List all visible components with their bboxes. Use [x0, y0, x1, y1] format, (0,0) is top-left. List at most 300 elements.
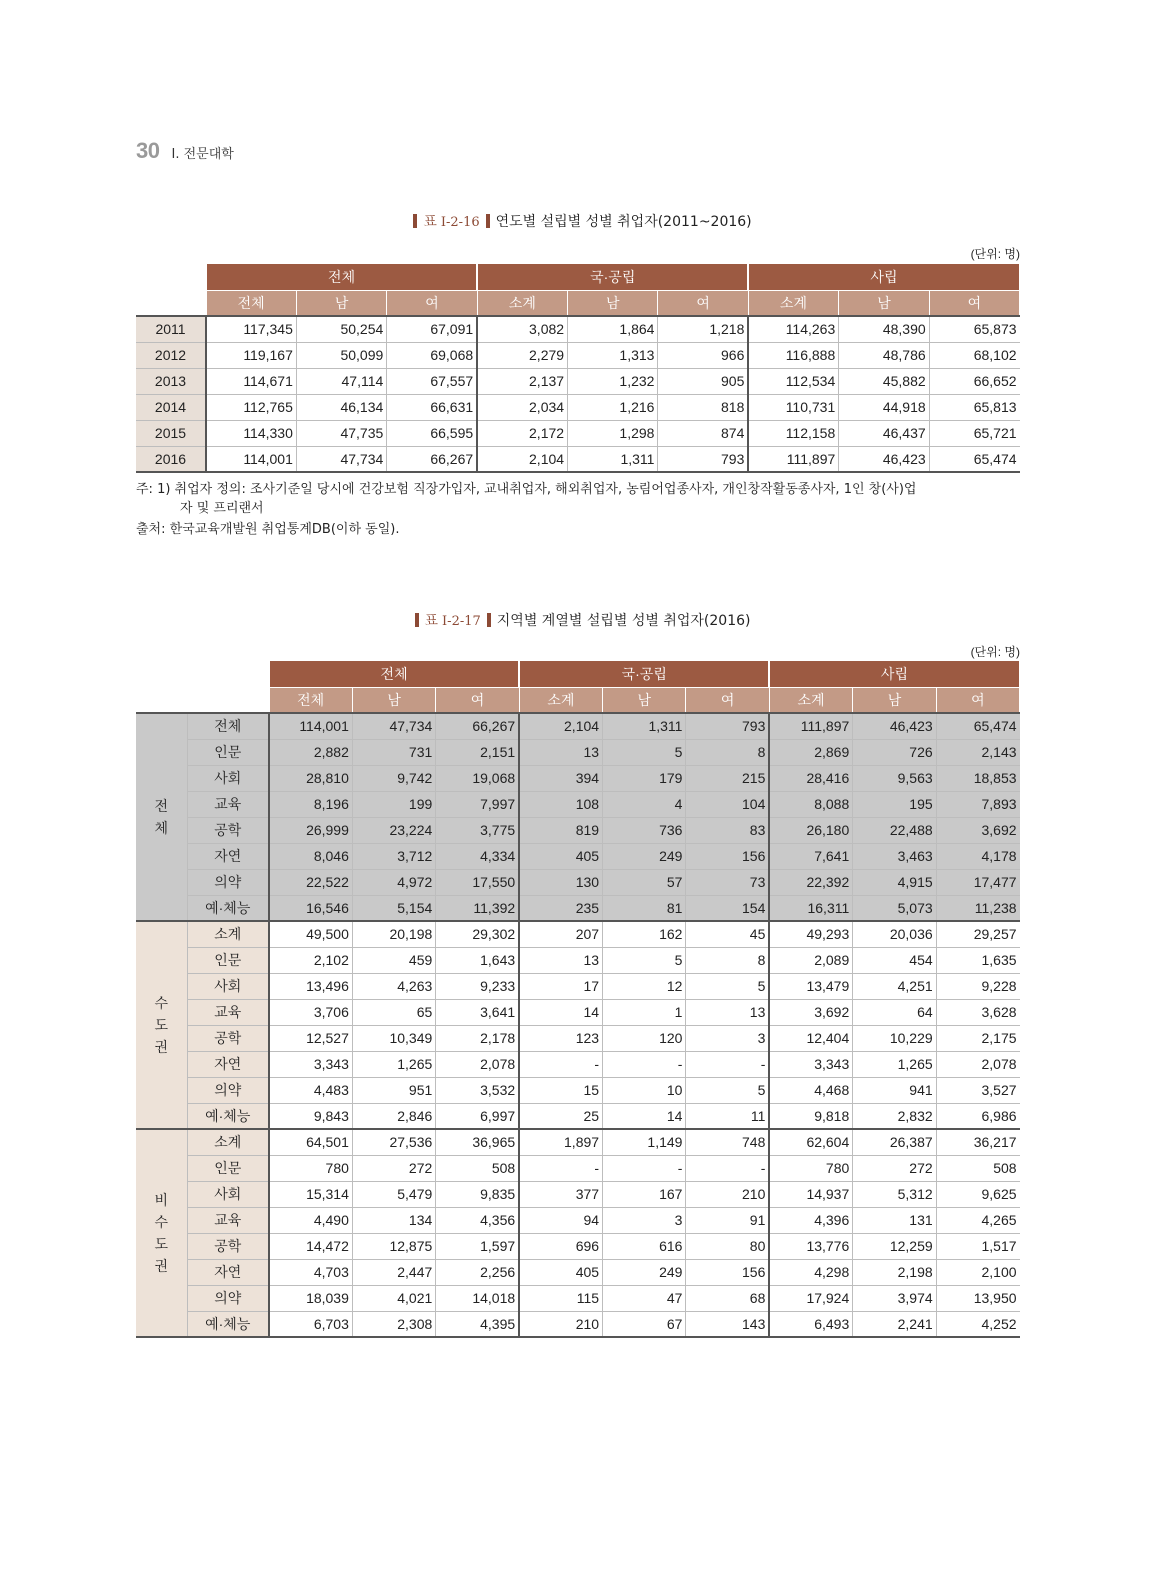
value-cell: 2,175 [936, 1025, 1019, 1051]
value-cell: 3,343 [769, 1051, 852, 1077]
value-cell: 459 [352, 947, 435, 973]
value-cell: 117,345 [206, 316, 296, 342]
value-cell: 20,036 [853, 921, 936, 947]
group-header: 사립 [748, 264, 1019, 290]
table-row [136, 1311, 1020, 1337]
table-row [136, 739, 1020, 765]
value-cell: 2,102 [269, 947, 352, 973]
value-cell: 22,488 [853, 817, 936, 843]
table-row [136, 368, 1020, 394]
value-cell: 12,875 [352, 1233, 435, 1259]
value-cell: - [686, 1051, 769, 1077]
value-cell: 2,104 [519, 713, 602, 739]
value-cell: 210 [686, 1181, 769, 1207]
value-cell: 2,447 [352, 1259, 435, 1285]
value-cell: 4,334 [436, 843, 519, 869]
column-header: 여 [387, 290, 477, 316]
value-cell: 13,496 [269, 973, 352, 999]
table-row [136, 921, 1020, 947]
value-cell: 14,472 [269, 1233, 352, 1259]
column-header: 남 [853, 687, 936, 713]
table-row [136, 316, 1020, 342]
field-label: 예·체능 [187, 1311, 269, 1337]
value-cell: 3,692 [936, 817, 1019, 843]
value-cell: 156 [686, 1259, 769, 1285]
corner-cell [136, 264, 206, 290]
value-cell: 67,091 [387, 316, 477, 342]
value-cell: 23,224 [352, 817, 435, 843]
field-label: 교육 [187, 791, 269, 817]
table-row [136, 765, 1020, 791]
value-cell: 2,137 [477, 368, 567, 394]
value-cell: 4,483 [269, 1077, 352, 1103]
value-cell: 45,882 [839, 368, 929, 394]
value-cell: 45 [686, 921, 769, 947]
corner-cell [136, 661, 269, 687]
region-label-text: 전체 [154, 798, 169, 836]
value-cell: 3,527 [936, 1077, 1019, 1103]
value-cell: 9,742 [352, 765, 435, 791]
table1-unit: (단위: 명) [970, 247, 1020, 261]
value-cell: 6,493 [769, 1311, 852, 1337]
value-cell: 27,536 [352, 1129, 435, 1155]
value-cell: 394 [519, 765, 602, 791]
field-label: 자연 [187, 1259, 269, 1285]
value-cell: 66,631 [387, 394, 477, 420]
value-cell: 1,311 [603, 713, 686, 739]
value-cell: 111,897 [769, 713, 852, 739]
value-cell: 249 [603, 843, 686, 869]
value-cell: 14 [519, 999, 602, 1025]
title-bar-icon [415, 613, 419, 627]
value-cell: 4,021 [352, 1285, 435, 1311]
value-cell: 17,550 [436, 869, 519, 895]
value-cell: 65,474 [936, 713, 1019, 739]
value-cell: 19,068 [436, 765, 519, 791]
value-cell: 1,897 [519, 1129, 602, 1155]
value-cell: 4,395 [436, 1311, 519, 1337]
value-cell: 2,832 [853, 1103, 936, 1129]
field-label: 교육 [187, 1207, 269, 1233]
field-label: 공학 [187, 1025, 269, 1051]
column-header: 소계 [477, 290, 567, 316]
value-cell: 114,263 [748, 316, 838, 342]
year-label: 2014 [136, 394, 206, 420]
table-row [136, 1103, 1020, 1129]
value-cell: 3,974 [853, 1285, 936, 1311]
value-cell: 65 [352, 999, 435, 1025]
table1-title-text: 연도별 설립별 성별 취업자(2011~2016) [495, 214, 752, 230]
value-cell: 114,001 [269, 713, 352, 739]
value-cell: 47,734 [352, 713, 435, 739]
column-header: 여 [436, 687, 519, 713]
value-cell: 3 [603, 1207, 686, 1233]
value-cell: 80 [686, 1233, 769, 1259]
table-row [136, 1207, 1020, 1233]
group-header: 전체 [269, 661, 519, 687]
value-cell: 1,149 [603, 1129, 686, 1155]
table-row [136, 1233, 1020, 1259]
value-cell: 10,229 [853, 1025, 936, 1051]
value-cell: 49,500 [269, 921, 352, 947]
value-cell: 67,557 [387, 368, 477, 394]
value-cell: 115 [519, 1285, 602, 1311]
value-cell: 143 [686, 1311, 769, 1337]
value-cell: 3,463 [853, 843, 936, 869]
value-cell: 377 [519, 1181, 602, 1207]
value-cell: 12,527 [269, 1025, 352, 1051]
value-cell: 20,198 [352, 921, 435, 947]
value-cell: 780 [269, 1155, 352, 1181]
value-cell: 2,104 [477, 446, 567, 472]
value-cell: 2,089 [769, 947, 852, 973]
value-cell: 1,643 [436, 947, 519, 973]
value-cell: 47 [603, 1285, 686, 1311]
table-row [136, 1155, 1020, 1181]
value-cell: 81 [603, 895, 686, 921]
value-cell: 28,810 [269, 765, 352, 791]
value-cell: 13 [519, 739, 602, 765]
field-label: 사회 [187, 1181, 269, 1207]
value-cell: 6,997 [436, 1103, 519, 1129]
value-cell: 110,731 [748, 394, 838, 420]
value-cell: 2,241 [853, 1311, 936, 1337]
value-cell: 13 [519, 947, 602, 973]
value-cell: 4,263 [352, 973, 435, 999]
value-cell: 47,735 [296, 420, 386, 446]
table-row [136, 817, 1020, 843]
value-cell: 4,298 [769, 1259, 852, 1285]
field-label: 의약 [187, 1077, 269, 1103]
column-header: 전체 [269, 687, 352, 713]
title-bar-icon [487, 613, 491, 627]
table1 [136, 264, 1021, 473]
value-cell: 154 [686, 895, 769, 921]
table-row [136, 713, 1020, 739]
column-header: 남 [296, 290, 386, 316]
value-cell: 8 [686, 947, 769, 973]
value-cell: 4,178 [936, 843, 1019, 869]
value-cell: 47,734 [296, 446, 386, 472]
value-cell: 16,546 [269, 895, 352, 921]
value-cell: 17,924 [769, 1285, 852, 1311]
value-cell: 65,474 [929, 446, 1019, 472]
value-cell: 2,198 [853, 1259, 936, 1285]
year-label: 2013 [136, 368, 206, 394]
group-header: 사립 [769, 661, 1019, 687]
field-label: 전체 [187, 713, 269, 739]
value-cell: 2,078 [936, 1051, 1019, 1077]
corner-cell [136, 290, 206, 316]
value-cell: 83 [686, 817, 769, 843]
value-cell: 1,298 [568, 420, 658, 446]
value-cell: 1,313 [568, 342, 658, 368]
table2-kind: 표 [424, 613, 439, 629]
value-cell: 2,846 [352, 1103, 435, 1129]
value-cell: 3,082 [477, 316, 567, 342]
value-cell: 272 [352, 1155, 435, 1181]
table-row [136, 420, 1020, 446]
field-label: 소계 [187, 1129, 269, 1155]
value-cell: 1,265 [352, 1051, 435, 1077]
value-cell: 130 [519, 869, 602, 895]
title-bar-icon [486, 214, 490, 228]
value-cell: 780 [769, 1155, 852, 1181]
table-row [136, 342, 1020, 368]
value-cell: 26,387 [853, 1129, 936, 1155]
value-cell: 12,259 [853, 1233, 936, 1259]
field-label: 사회 [187, 973, 269, 999]
field-label: 예·체능 [187, 1103, 269, 1129]
value-cell: 11,392 [436, 895, 519, 921]
value-cell: 123 [519, 1025, 602, 1051]
field-label: 사회 [187, 765, 269, 791]
field-label: 의약 [187, 869, 269, 895]
value-cell: 46,423 [839, 446, 929, 472]
value-cell: 7,997 [436, 791, 519, 817]
value-cell: 111,897 [748, 446, 838, 472]
group-header: 국·공립 [477, 264, 748, 290]
value-cell: 1,311 [568, 446, 658, 472]
value-cell: 9,625 [936, 1181, 1019, 1207]
value-cell: 9,233 [436, 973, 519, 999]
value-cell: 17 [519, 973, 602, 999]
value-cell: 46,423 [853, 713, 936, 739]
value-cell: 3,628 [936, 999, 1019, 1025]
value-cell: 2,172 [477, 420, 567, 446]
value-cell: 2,882 [269, 739, 352, 765]
value-cell: 36,217 [936, 1129, 1019, 1155]
value-cell: 195 [853, 791, 936, 817]
value-cell: 1,265 [853, 1051, 936, 1077]
value-cell: 167 [603, 1181, 686, 1207]
value-cell: 15 [519, 1077, 602, 1103]
value-cell: 11,238 [936, 895, 1019, 921]
value-cell: 696 [519, 1233, 602, 1259]
corner-cell [136, 687, 269, 713]
value-cell: 4,915 [853, 869, 936, 895]
value-cell: 8,088 [769, 791, 852, 817]
value-cell: 4,703 [269, 1259, 352, 1285]
value-cell: 3,532 [436, 1077, 519, 1103]
value-cell: 9,563 [853, 765, 936, 791]
value-cell: 235 [519, 895, 602, 921]
value-cell: 2,178 [436, 1025, 519, 1051]
value-cell: 4,972 [352, 869, 435, 895]
table2-title-text: 지역별 계열별 설립별 성별 취업자(2016) [496, 613, 751, 629]
value-cell: 120 [603, 1025, 686, 1051]
value-cell: 1,635 [936, 947, 1019, 973]
value-cell: 7,641 [769, 843, 852, 869]
value-cell: 15,314 [269, 1181, 352, 1207]
value-cell: 818 [658, 394, 748, 420]
value-cell: 941 [853, 1077, 936, 1103]
value-cell: 736 [603, 817, 686, 843]
table1-kind: 표 [423, 214, 437, 230]
column-header: 전체 [206, 290, 296, 316]
value-cell: 215 [686, 765, 769, 791]
value-cell: 22,522 [269, 869, 352, 895]
value-cell: 112,765 [206, 394, 296, 420]
value-cell: 4,265 [936, 1207, 1019, 1233]
value-cell: 405 [519, 1259, 602, 1285]
value-cell: 134 [352, 1207, 435, 1233]
table-row [136, 973, 1020, 999]
value-cell: 8 [686, 739, 769, 765]
value-cell: 49,293 [769, 921, 852, 947]
value-cell: 4,251 [853, 973, 936, 999]
value-cell: 3,692 [769, 999, 852, 1025]
value-cell: 951 [352, 1077, 435, 1103]
value-cell: 26,999 [269, 817, 352, 843]
group-header: 국·공립 [519, 661, 769, 687]
value-cell: 68,102 [929, 342, 1019, 368]
value-cell: 508 [936, 1155, 1019, 1181]
value-cell: 1,232 [568, 368, 658, 394]
value-cell: 9,228 [936, 973, 1019, 999]
column-header: 소계 [519, 687, 602, 713]
field-label: 인문 [187, 1155, 269, 1181]
value-cell: 10 [603, 1077, 686, 1103]
value-cell: 819 [519, 817, 602, 843]
table-row [136, 446, 1020, 472]
value-cell: 5 [603, 739, 686, 765]
value-cell: 726 [853, 739, 936, 765]
column-header: 남 [568, 290, 658, 316]
table-row [136, 1025, 1020, 1051]
value-cell: 793 [686, 713, 769, 739]
value-cell: 66,652 [929, 368, 1019, 394]
value-cell: 114,001 [206, 446, 296, 472]
value-cell: 47,114 [296, 368, 386, 394]
value-cell: 50,099 [296, 342, 386, 368]
value-cell: 14,937 [769, 1181, 852, 1207]
value-cell: 13,479 [769, 973, 852, 999]
value-cell: 65,721 [929, 420, 1019, 446]
value-cell: 4,468 [769, 1077, 852, 1103]
value-cell: 2,256 [436, 1259, 519, 1285]
value-cell: 3,712 [352, 843, 435, 869]
value-cell: 5 [686, 973, 769, 999]
value-cell: 50,254 [296, 316, 386, 342]
value-cell: 3 [686, 1025, 769, 1051]
table1-note-cont: 자 및 프리랜서 [180, 501, 264, 516]
page-number: 30 [136, 138, 160, 163]
value-cell: 4,490 [269, 1207, 352, 1233]
column-header: 남 [352, 687, 435, 713]
value-cell: 17,477 [936, 869, 1019, 895]
value-cell: 616 [603, 1233, 686, 1259]
value-cell: 4,396 [769, 1207, 852, 1233]
value-cell: 179 [603, 765, 686, 791]
value-cell: 14 [603, 1103, 686, 1129]
field-label: 자연 [187, 843, 269, 869]
value-cell: 405 [519, 843, 602, 869]
value-cell: - [603, 1051, 686, 1077]
title-bar-icon [413, 214, 417, 228]
value-cell: 748 [686, 1129, 769, 1155]
column-header: 남 [603, 687, 686, 713]
region-label-text: 수도권 [154, 995, 169, 1055]
value-cell: - [519, 1155, 602, 1181]
value-cell: 94 [519, 1207, 602, 1233]
value-cell: 68 [686, 1285, 769, 1311]
value-cell: 66,267 [436, 713, 519, 739]
table2 [136, 661, 1021, 1338]
field-label: 인문 [187, 739, 269, 765]
value-cell: 4,356 [436, 1207, 519, 1233]
value-cell: 8,046 [269, 843, 352, 869]
value-cell: 64,501 [269, 1129, 352, 1155]
value-cell: 2,100 [936, 1259, 1019, 1285]
value-cell: 131 [853, 1207, 936, 1233]
value-cell: 874 [658, 420, 748, 446]
table-row [136, 947, 1020, 973]
value-cell: 18,853 [936, 765, 1019, 791]
value-cell: 1,216 [568, 394, 658, 420]
value-cell: 156 [686, 843, 769, 869]
value-cell: 67 [603, 1311, 686, 1337]
value-cell: 2,279 [477, 342, 567, 368]
value-cell: 5,154 [352, 895, 435, 921]
year-label: 2012 [136, 342, 206, 368]
column-header: 여 [929, 290, 1019, 316]
region-label-text: 비수도권 [154, 1192, 169, 1274]
value-cell: 793 [658, 446, 748, 472]
value-cell: 1,517 [936, 1233, 1019, 1259]
table1-note: 주: 1) 취업자 정의: 조사기준일 당시에 건강보험 직장가입자, 교내취업자, 해외취업자, 농림어업종사자, 개인창작활동종사자, 1인 창(사)업 [136, 482, 917, 497]
value-cell: 13,950 [936, 1285, 1019, 1311]
year-label: 2015 [136, 420, 206, 446]
value-cell: - [603, 1155, 686, 1181]
value-cell: 108 [519, 791, 602, 817]
field-label: 인문 [187, 947, 269, 973]
value-cell: 112,534 [748, 368, 838, 394]
column-header: 여 [686, 687, 769, 713]
value-cell: 46,134 [296, 394, 386, 420]
year-label: 2016 [136, 446, 206, 472]
table2-title [0, 610, 1159, 630]
value-cell: 2,308 [352, 1311, 435, 1337]
value-cell: 48,786 [839, 342, 929, 368]
value-cell: 104 [686, 791, 769, 817]
table-row [136, 1285, 1020, 1311]
table-row [136, 394, 1020, 420]
value-cell: 3,641 [436, 999, 519, 1025]
value-cell: 8,196 [269, 791, 352, 817]
table-row [136, 791, 1020, 817]
table-row [136, 869, 1020, 895]
field-label: 소계 [187, 921, 269, 947]
table-row [136, 1051, 1020, 1077]
value-cell: 44,918 [839, 394, 929, 420]
value-cell: 116,888 [748, 342, 838, 368]
column-header: 여 [936, 687, 1019, 713]
value-cell: 905 [658, 368, 748, 394]
value-cell: 9,843 [269, 1103, 352, 1129]
value-cell: 4,252 [936, 1311, 1019, 1337]
table-row [136, 999, 1020, 1025]
value-cell: 3,706 [269, 999, 352, 1025]
value-cell: 18,039 [269, 1285, 352, 1311]
value-cell: 1,218 [658, 316, 748, 342]
value-cell: 65,813 [929, 394, 1019, 420]
value-cell: 11 [686, 1103, 769, 1129]
value-cell: - [686, 1155, 769, 1181]
page-header [136, 138, 234, 168]
value-cell: 25 [519, 1103, 602, 1129]
value-cell: 22,392 [769, 869, 852, 895]
